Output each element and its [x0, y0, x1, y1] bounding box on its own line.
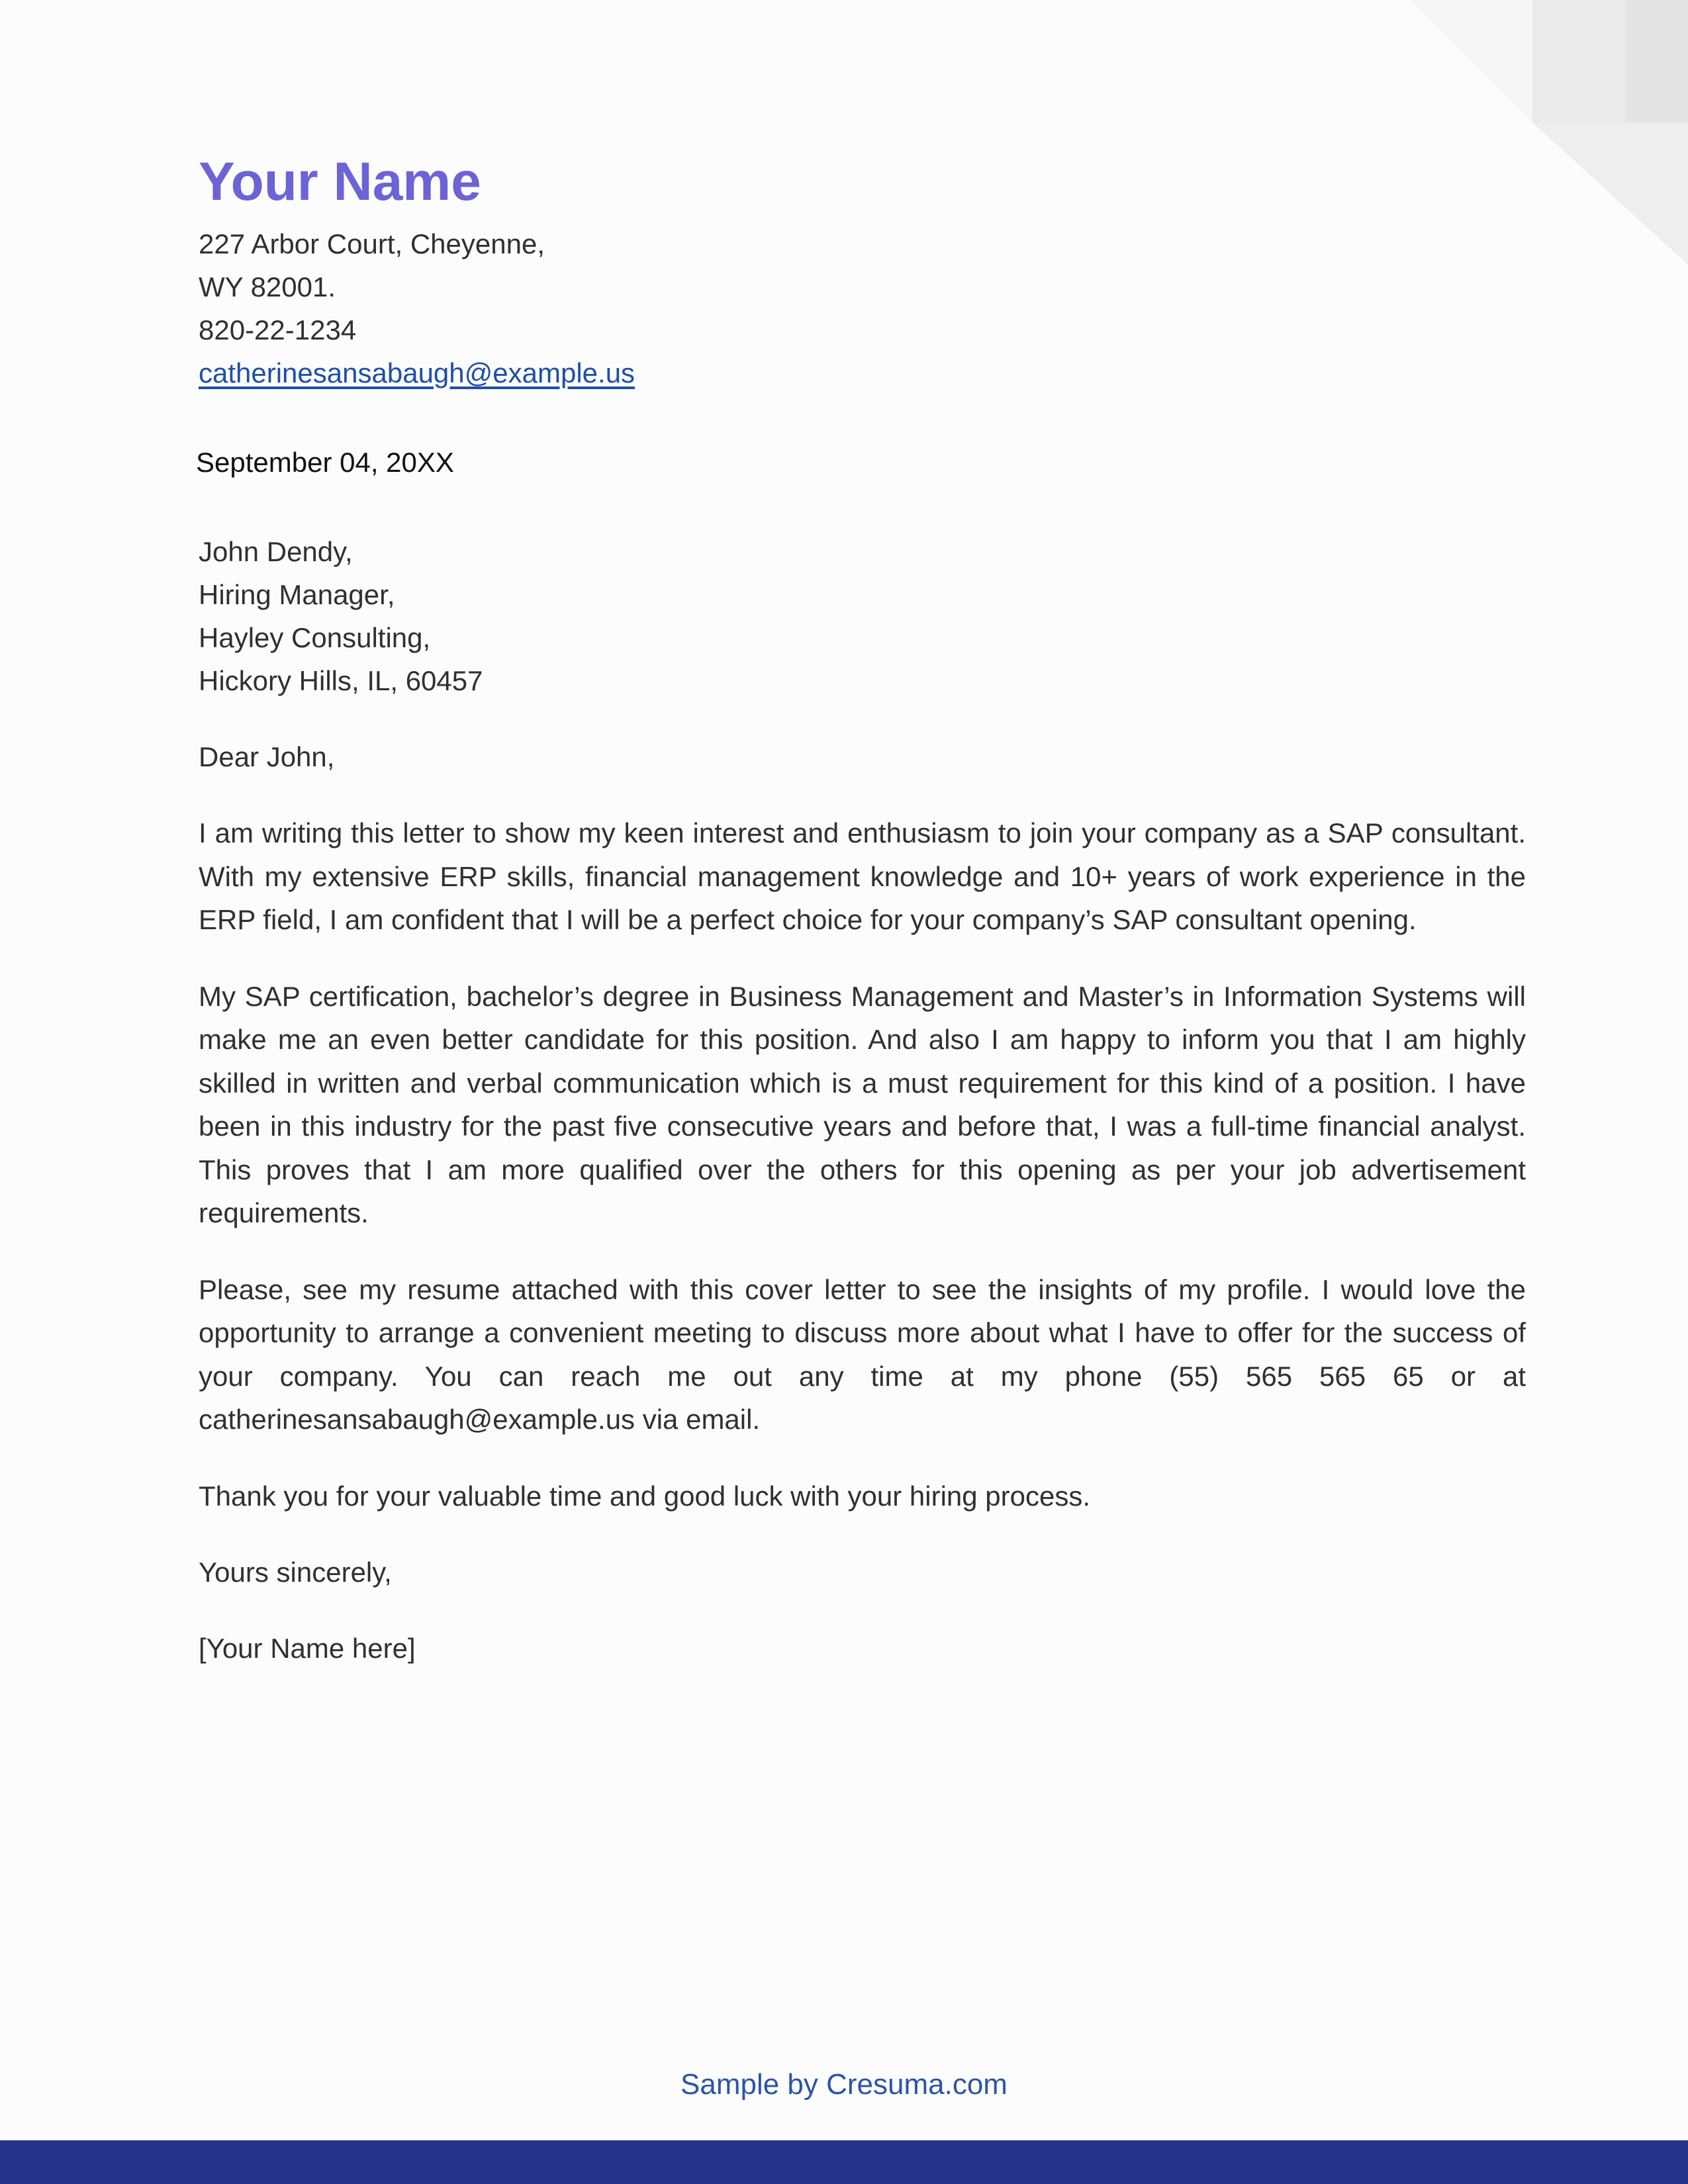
recipient-address: Hickory Hills, IL, 60457 [199, 665, 483, 696]
recipient-title: Hiring Manager, [199, 579, 395, 610]
paragraph-qualifications: My SAP certification, bachelor’s degree in Business Management and Master’s in Information Systems will make me an even better candidate for this position. And also I am happy to inform you that I am highly skilled in written and verbal communication which is a must requirement for this kind of a position. I have been in this industry for the past five consecutive years and before that, I was a full-time financial analyst. This proves that I am more qualified over the others for this opening as per your job advertisement requirements. [199, 980, 1526, 1228]
recipient-company: Hayley Consulting, [199, 622, 431, 653]
footer-bar [0, 2140, 1688, 2184]
closing: Yours sincerely, [199, 1557, 392, 1588]
footer-sample-credit[interactable]: Sample by Cresuma.com [680, 2068, 1008, 2101]
sender-name: Your Name [199, 152, 481, 212]
signature: [Your Name here] [199, 1633, 416, 1664]
sender-address-line2: WY 82001. [199, 271, 336, 302]
sender-phone: 820-22-1234 [199, 314, 357, 345]
recipient-name: John Dendy, [199, 536, 353, 567]
paragraph-intro: I am writing this letter to show my keen interest and enthusiasm to join your company as a SAP consultant. With my extensive ERP skills, financial management knowledge and 10+ years of work experience in the ERP field, I am confident that I will be a perfect choice for your company’s SAP consultant opening. [199, 817, 1526, 935]
paragraph-thanks: Thank you for your valuable time and good luck with your hiring process. [199, 1480, 1091, 1512]
salutation: Dear John, [199, 741, 335, 772]
sender-email-link[interactable]: catherinesansabaugh@example.us [199, 357, 635, 388]
sender-address-line1: 227 Arbor Court, Cheyenne, [199, 228, 545, 259]
paragraph-contact: Please, see my resume attached with this cover letter to see the insights of my profile. I would love the opportunity to arrange a convenient meeting to discuss more about what I have to offer for the success of your company. You can reach me out any time at my phone (55) 565 565 65 or at catherinesansabaugh@example.us via email. [199, 1273, 1526, 1435]
letter-body [196, 146, 1526, 1670]
sender-contact [199, 222, 1526, 394]
recipient-block [199, 530, 1526, 702]
letter-date: September 04, 20XX [196, 447, 454, 478]
